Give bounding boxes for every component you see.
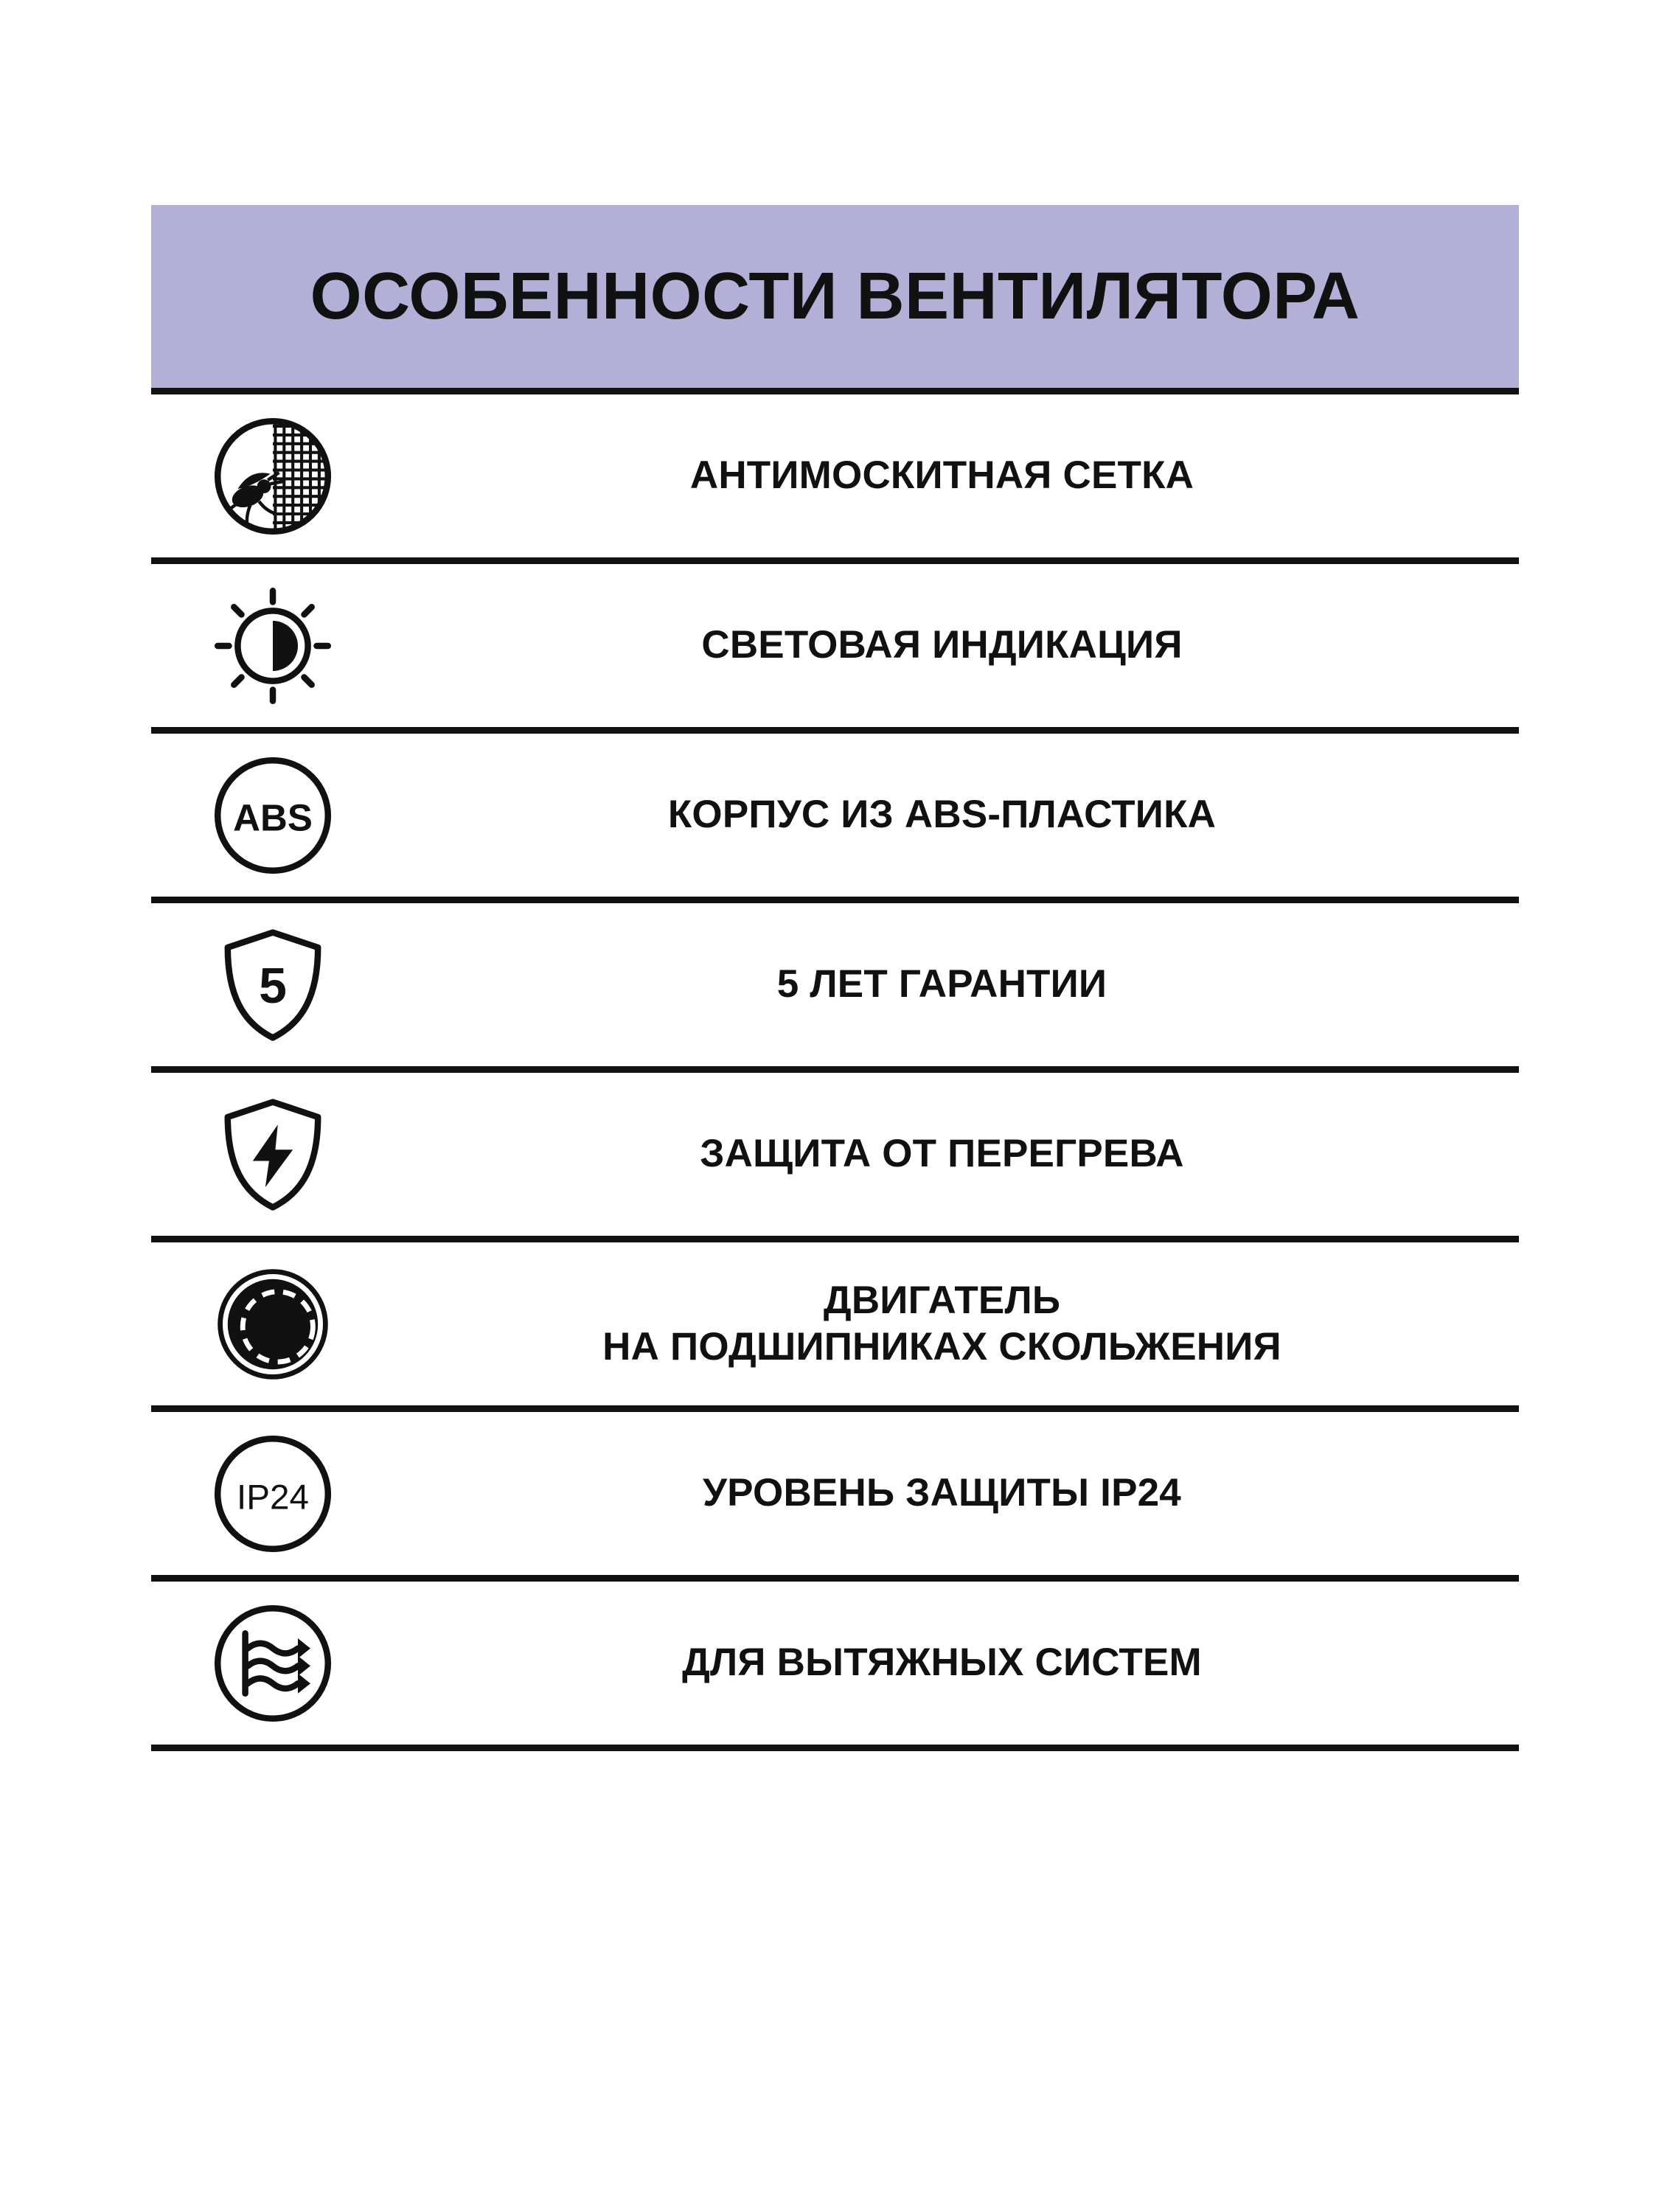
features-list (151, 388, 1519, 1751)
row-icon-wrap (151, 1092, 394, 1217)
list-item-label (394, 1640, 1519, 1686)
list-item-label (394, 453, 1519, 499)
divider (151, 727, 1519, 734)
divider (151, 1745, 1519, 1751)
divider (151, 557, 1519, 564)
list-item (151, 1412, 1519, 1575)
warranty-shield-icon (210, 922, 335, 1048)
list-item-label-line1: КОРПУС ИЗ ABS-ПЛАСТИКА (667, 793, 1217, 837)
list-item-label-line1: ЗАЩИТА ОТ ПЕРЕГРЕВА (700, 1132, 1184, 1176)
mosquito-net-icon (210, 414, 335, 539)
list-item-label-line1: ДЛЯ ВЫТЯЖНЫХ СИСТЕМ (682, 1641, 1202, 1685)
list-item (151, 1242, 1519, 1405)
list-item-label-line1: СВЕТОВАЯ ИНДИКАЦИЯ (701, 623, 1183, 667)
list-item (151, 734, 1519, 897)
list-item-label-line1: ДВИГАТЕЛЬ (823, 1278, 1061, 1322)
row-icon-wrap (151, 1431, 394, 1557)
row-icon-wrap (151, 922, 394, 1048)
list-item-label-line1: АНТИМОСКИТНАЯ СЕТКА (689, 453, 1194, 498)
divider (151, 1405, 1519, 1412)
warranty-shield-icon-text: 5 (259, 957, 287, 1014)
list-item-label-line2: НА ПОДШИПНИКАХ СКОЛЬЖЕНИЯ (602, 1324, 1281, 1368)
panel-header (151, 205, 1519, 388)
exhaust-airflow-icon (210, 1601, 335, 1726)
row-icon-wrap (151, 414, 394, 539)
divider (151, 897, 1519, 903)
row-icon-wrap (151, 1601, 394, 1726)
list-item-label-line1: 5 ЛЕТ ГАРАНТИИ (776, 962, 1107, 1006)
features-panel (151, 205, 1519, 1751)
list-item-label (394, 1131, 1519, 1178)
light-indication-icon (210, 583, 335, 709)
list-item (151, 1582, 1519, 1745)
list-item-label (394, 1470, 1519, 1517)
row-icon-wrap (151, 753, 394, 878)
divider (151, 1236, 1519, 1242)
divider (151, 1066, 1519, 1073)
ip24-protection-icon (210, 1431, 335, 1557)
abs-plastic-icon (210, 753, 335, 878)
row-icon-wrap (151, 1262, 394, 1387)
sliding-bearing-motor-icon (210, 1262, 335, 1387)
abs-plastic-icon-text: ABS (233, 796, 313, 838)
list-item (151, 903, 1519, 1066)
list-item-label (394, 961, 1519, 1008)
divider (151, 388, 1519, 394)
list-item-label (394, 1278, 1519, 1370)
overheat-protection-shield-icon (210, 1092, 335, 1217)
list-item-label-line1: УРОВЕНЬ ЗАЩИТЫ IP24 (703, 1471, 1181, 1515)
list-item (151, 394, 1519, 557)
list-item-label (394, 792, 1519, 838)
list-item (151, 564, 1519, 727)
ip24-protection-icon-text: IP24 (237, 1477, 309, 1517)
page-title: ОСОБЕННОСТИ ВЕНТИЛЯТОРА (310, 260, 1360, 333)
row-icon-wrap (151, 583, 394, 709)
divider (151, 1575, 1519, 1582)
list-item (151, 1073, 1519, 1236)
list-item-label (394, 622, 1519, 669)
